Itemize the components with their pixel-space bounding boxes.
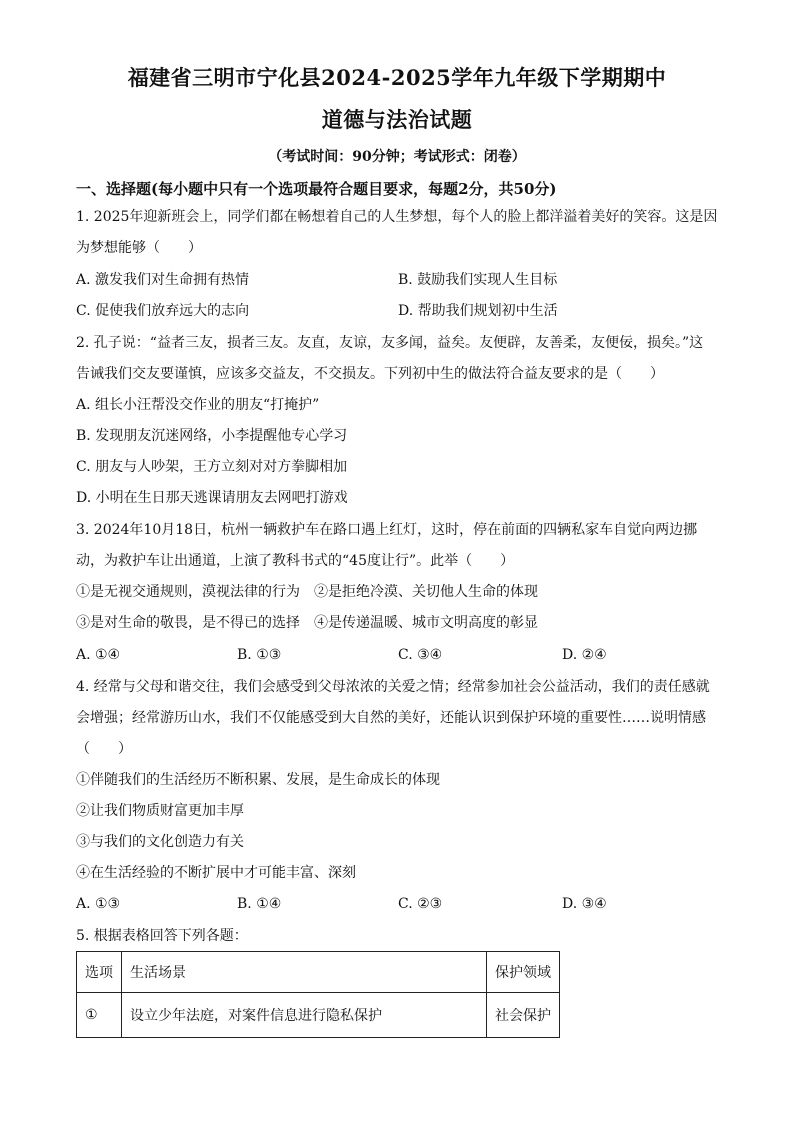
q2-option-c: C. 朋友与人吵架，王方立刻对对方拳脚相加	[76, 459, 348, 475]
question-2-text: 2. 孔子说：“益者三友，损者三友。友直，友谅，友多闻，益矣。友便辟，友善柔，友便佞，损矣。”这	[76, 335, 704, 351]
question-4-text: 4. 经常与父母和谐交往，我们会感受到父母浓浓的关爱之情；经常参加社会公益活动，我们的责任感就	[76, 679, 710, 695]
question-4-text-cont: 会增强；经常游历山水，我们不仅能感受到大自然的美好，还能认识到保护环境的重要性……说明情感	[76, 710, 706, 726]
question-3-text-cont: 动，为救护车让出通道，上演了教科书式的“45度让行”。此举（ ）	[76, 553, 515, 569]
q3-statements-2: ③是对生命的敬畏，是不得已的选择 ④是传递温暖、城市文明高度的彰显	[76, 615, 538, 631]
q1-option-a: A. 激发我们对生命拥有热情	[76, 272, 250, 288]
q3-option-a: A. ①④	[76, 647, 121, 663]
q1-option-c: C. 促使我们放弃远大的志向	[76, 303, 250, 319]
q4-statement-1: ①伴随我们的生活经历不断积累、发展，是生命成长的体现	[76, 772, 440, 788]
q4-option-a: A. ①③	[76, 896, 121, 912]
q4-option-b: B. ①④	[237, 896, 282, 912]
table-header-cell: 选项	[77, 952, 122, 993]
q1-option-b: B. 鼓励我们实现人生目标	[398, 272, 558, 288]
q4-option-c: C. ②③	[398, 896, 443, 912]
q4-statement-2: ②让我们物质财富更加丰厚	[76, 803, 244, 819]
q2-option-a: A. 组长小汪帮没交作业的朋友“打掩护”	[76, 397, 320, 413]
table-row	[77, 993, 560, 1038]
q2-option-b: B. 发现朋友沉迷网络，小李提醒他专心学习	[76, 428, 348, 444]
scenario-table	[76, 951, 560, 1038]
table-header-cell: 保护领域	[487, 952, 560, 993]
q2-option-d: D. 小明在生日那天逃课请朋友去网吧打游戏	[76, 490, 348, 506]
q4-statement-4: ④在生活经验的不断扩展中才可能丰富、深刻	[76, 865, 356, 881]
question-4-text-paren: （ ）	[76, 741, 132, 757]
question-1-text-cont: 为梦想能够（ ）	[76, 240, 202, 256]
table-cell: 社会保护	[487, 993, 560, 1038]
table-header-cell: 生活场景	[122, 952, 487, 993]
question-5-text: 5. 根据表格回答下列各题：	[76, 928, 248, 944]
exam-info: （考试时间：90分钟；考试形式：闭卷）	[268, 149, 526, 165]
question-1-text: 1. 2025年迎新班会上，同学们都在畅想着自己的人生梦想，每个人的脸上都洋溢着美好的笑容。这是因	[76, 209, 718, 225]
q4-option-d: D. ③④	[562, 896, 607, 912]
q4-statement-3: ③与我们的文化创造力有关	[76, 834, 244, 850]
exam-subject-title: 道德与法治试题	[321, 107, 473, 132]
table-cell: ①	[77, 993, 122, 1038]
table-cell: 设立少年法庭，对案件信息进行隐私保护	[122, 993, 487, 1038]
q3-statements-1: ①是无视交通规则，漠视法律的行为 ②是拒绝冷漠、关切他人生命的体现	[76, 584, 538, 600]
question-3-text: 3. 2024年10月18日，杭州一辆救护车在路口遇上红灯，这时，停在前面的四辆私家车自觉向两边挪	[76, 522, 698, 538]
q3-option-b: B. ①③	[237, 647, 282, 663]
section-heading: 一、选择题(每小题中只有一个选项最符合题目要求，每题2分，共50分)	[76, 180, 557, 198]
table-header-row	[77, 952, 560, 993]
question-2-text-cont: 告诫我们交友要谨慎，应该多交益友，不交损友。下列初中生的做法符合益友要求的是（ ）	[76, 366, 664, 382]
exam-title: 福建省三明市宁化县2024-2025学年九年级下学期期中	[127, 65, 667, 90]
q3-option-c: C. ③④	[398, 647, 443, 663]
q1-option-d: D. 帮助我们规划初中生活	[398, 303, 558, 319]
q3-option-d: D. ②④	[562, 647, 607, 663]
